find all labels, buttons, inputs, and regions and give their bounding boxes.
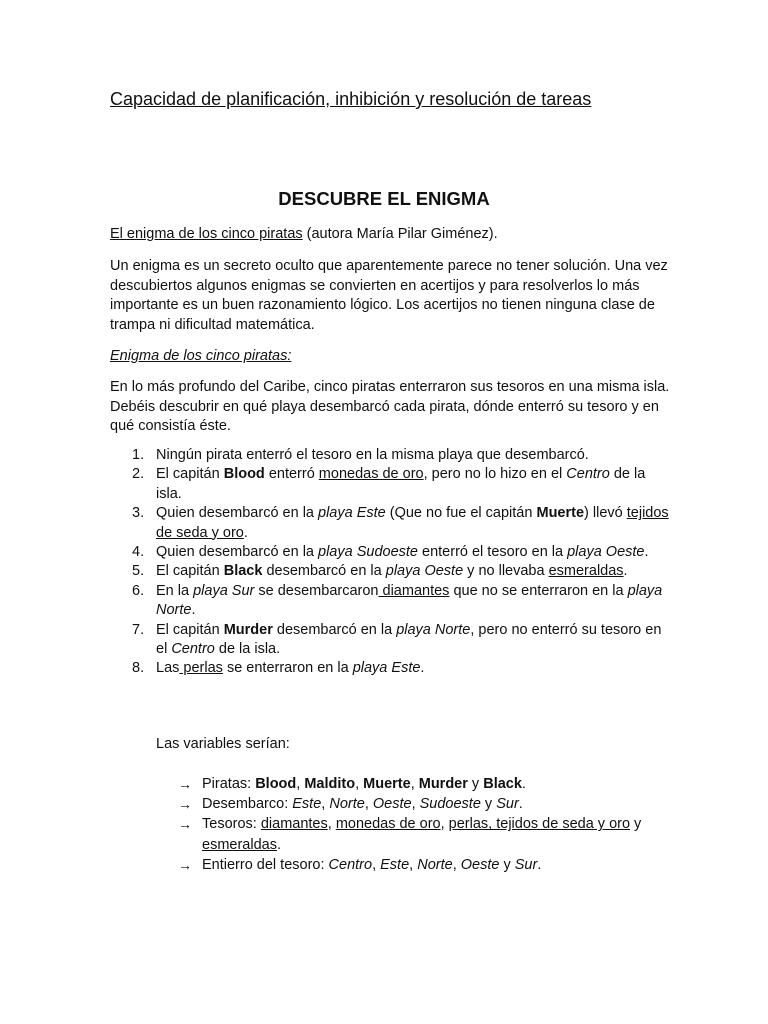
- italic-term: playa Sur: [193, 582, 255, 599]
- bold-term: Murder: [223, 621, 273, 638]
- text-run: ,: [410, 776, 419, 792]
- italic-term: Oeste: [460, 856, 500, 873]
- variable-item: [156, 794, 656, 814]
- definition-paragraph: Un enigma es un secreto oculto que aparentemente parece no tener solución. Una vez descubiertos algunos enigmas se convierten en acertijos y para resolverlos lo más importante es un buen razonamiento lógico. Los acertijos no tienen ninguna clase de trampa ni dificultad matemática.: [110, 258, 668, 333]
- text-run: El capitán: [156, 563, 224, 580]
- clue-item: [110, 621, 670, 660]
- bold-term: Blood: [223, 466, 265, 483]
- text-run: .: [537, 856, 542, 873]
- text-run: Las: [156, 660, 180, 677]
- underlined-term: esmeraldas: [202, 836, 277, 853]
- clue-number: 3.: [132, 505, 145, 522]
- clue-item: [110, 562, 670, 581]
- clue-item: [110, 504, 670, 543]
- clue-number: 8.: [132, 660, 145, 677]
- italic-term: Este: [292, 796, 322, 813]
- text-run: ,: [327, 816, 336, 833]
- text-run: .: [623, 563, 628, 580]
- page-title: DESCUBRE EL ENIGMA: [278, 188, 490, 209]
- bold-term: Black: [223, 563, 263, 580]
- text-run: .: [420, 660, 425, 677]
- text-run: .: [243, 524, 248, 541]
- text-run: ,: [409, 856, 418, 873]
- italic-term: Norte: [329, 796, 365, 813]
- text-run: Quien desembarcó en la: [156, 505, 319, 522]
- text-run: y: [480, 796, 497, 813]
- text-run: se desembarcaron: [254, 582, 379, 599]
- variables-intro: Las variables serían:: [156, 736, 290, 752]
- scenario-paragraph: En lo más profundo del Caribe, cinco piratas enterraron sus tesoros en una misma isla. Debéis descubrir en qué playa desembarcó cada pirata, dónde enterró su tesoro y en qué consistía éste.: [110, 379, 670, 434]
- author-credit: (autora María Pilar Giménez).: [302, 226, 498, 242]
- italic-term: Oeste: [372, 796, 412, 813]
- enigma-subheading: Enigma de los cinco piratas:: [110, 348, 292, 364]
- text-run: Ningún pirata enterró el tesoro en la misma playa que desembarcó.: [156, 447, 589, 463]
- arrow-right-icon: →: [178, 776, 192, 792]
- variable-item: [156, 774, 656, 794]
- text-run: enterró: [264, 466, 319, 483]
- text-run: de la isla.: [214, 641, 281, 658]
- underlined-term: tejidos de seda y oro: [156, 505, 669, 541]
- text-run: ,: [296, 776, 305, 792]
- text-run: enterró el tesoro en la: [417, 544, 568, 561]
- text-run: ) llevó: [584, 505, 627, 522]
- bold-term: Muerte: [363, 776, 411, 792]
- clue-item: [110, 446, 670, 465]
- italic-term: playa Este: [318, 505, 386, 522]
- text-run: y: [499, 856, 515, 873]
- text-run: .: [644, 544, 649, 561]
- text-run: Tesoros:: [202, 816, 261, 833]
- text-run: El capitán: [156, 466, 224, 483]
- italic-term: playa Oeste: [567, 544, 645, 561]
- text-run: Desembarco:: [202, 796, 293, 813]
- intro-paragraph: [110, 225, 670, 245]
- underlined-term: monedas de oro: [335, 816, 441, 833]
- clue-list: [110, 446, 670, 679]
- clue-number: 1.: [132, 447, 145, 463]
- text-run: ,: [321, 796, 330, 813]
- section-heading: Capacidad de planificación, inhibición y resolución de tareas: [110, 89, 592, 109]
- italic-term: Centro: [566, 466, 610, 483]
- clue-item: [110, 543, 670, 562]
- text-run: de la isla.: [156, 466, 646, 502]
- text-run: ,: [364, 796, 373, 813]
- text-run: ,: [372, 856, 381, 873]
- text-run: .: [521, 776, 526, 792]
- text-run: desembarcó en la: [262, 563, 386, 580]
- bold-term: Muerte: [536, 505, 585, 522]
- text-run: ,: [355, 776, 364, 792]
- clue-number: 7.: [132, 621, 145, 638]
- variables-list: [156, 774, 656, 875]
- variable-item: [156, 855, 656, 875]
- italic-term: playa Norte: [156, 582, 663, 619]
- clue-item: [110, 582, 670, 621]
- clue-item: [110, 659, 670, 678]
- underlined-term: perlas: [179, 660, 223, 677]
- enigma-title-link: El enigma de los cinco piratas: [110, 226, 303, 242]
- text-run: .: [276, 836, 281, 853]
- italic-term: playa Este: [352, 660, 421, 677]
- text-run: y: [630, 816, 642, 833]
- bold-term: Murder: [418, 776, 468, 792]
- italic-term: Sur: [514, 856, 538, 873]
- underlined-term: esmeraldas: [548, 563, 624, 580]
- clue-number: 4.: [132, 544, 145, 561]
- italic-term: Sur: [496, 796, 519, 813]
- text-run: El capitán: [156, 621, 224, 638]
- text-run: que no se enterraron en la: [449, 582, 628, 599]
- italic-term: Norte: [417, 856, 453, 873]
- clue-number: 5.: [132, 563, 145, 580]
- italic-term: playa Sudoeste: [318, 544, 418, 561]
- text-run: Quien desembarcó en la: [156, 544, 319, 561]
- underlined-term: diamantes: [260, 816, 328, 833]
- italic-term: playa Norte: [396, 621, 471, 638]
- text-run: (Que no fue el capitán: [385, 505, 537, 522]
- text-run: , pero no enterró su tesoro en el: [156, 621, 662, 658]
- text-run: ,: [411, 796, 420, 813]
- text-run: ,: [440, 816, 449, 833]
- italic-term: Centro: [328, 856, 373, 873]
- arrow-right-icon: →: [178, 796, 192, 813]
- arrow-right-icon: →: [178, 816, 192, 833]
- clue-number: 2.: [132, 466, 145, 483]
- clue-item: [110, 465, 670, 504]
- text-run: .: [191, 602, 196, 619]
- text-run: ,: [452, 856, 461, 873]
- bold-term: Maldito: [304, 776, 356, 792]
- italic-term: Sudoeste: [419, 796, 481, 813]
- underlined-term: monedas de oro: [318, 466, 424, 483]
- text-run: desembarcó en la: [272, 621, 397, 638]
- italic-term: playa Oeste: [385, 563, 464, 580]
- bold-term: Black: [483, 776, 522, 792]
- text-run: En la: [156, 582, 194, 599]
- text-run: Piratas:: [202, 776, 256, 792]
- text-run: , pero no lo hizo en el: [423, 466, 567, 483]
- clue-number: 6.: [132, 582, 145, 599]
- bold-term: Blood: [255, 776, 297, 792]
- variable-item: [156, 814, 656, 854]
- text-run: se enterraron en la: [222, 660, 353, 677]
- underlined-term: diamantes: [378, 582, 450, 599]
- text-run: y: [467, 776, 484, 792]
- arrow-right-icon: →: [178, 856, 192, 873]
- text-run: .: [518, 796, 523, 813]
- text-run: Entierro del tesoro:: [202, 856, 329, 873]
- underlined-term: perlas, tejidos de seda y oro: [448, 816, 631, 833]
- text-run: y no llevaba: [463, 563, 549, 580]
- italic-term: Centro: [171, 641, 215, 658]
- italic-term: Este: [380, 856, 410, 873]
